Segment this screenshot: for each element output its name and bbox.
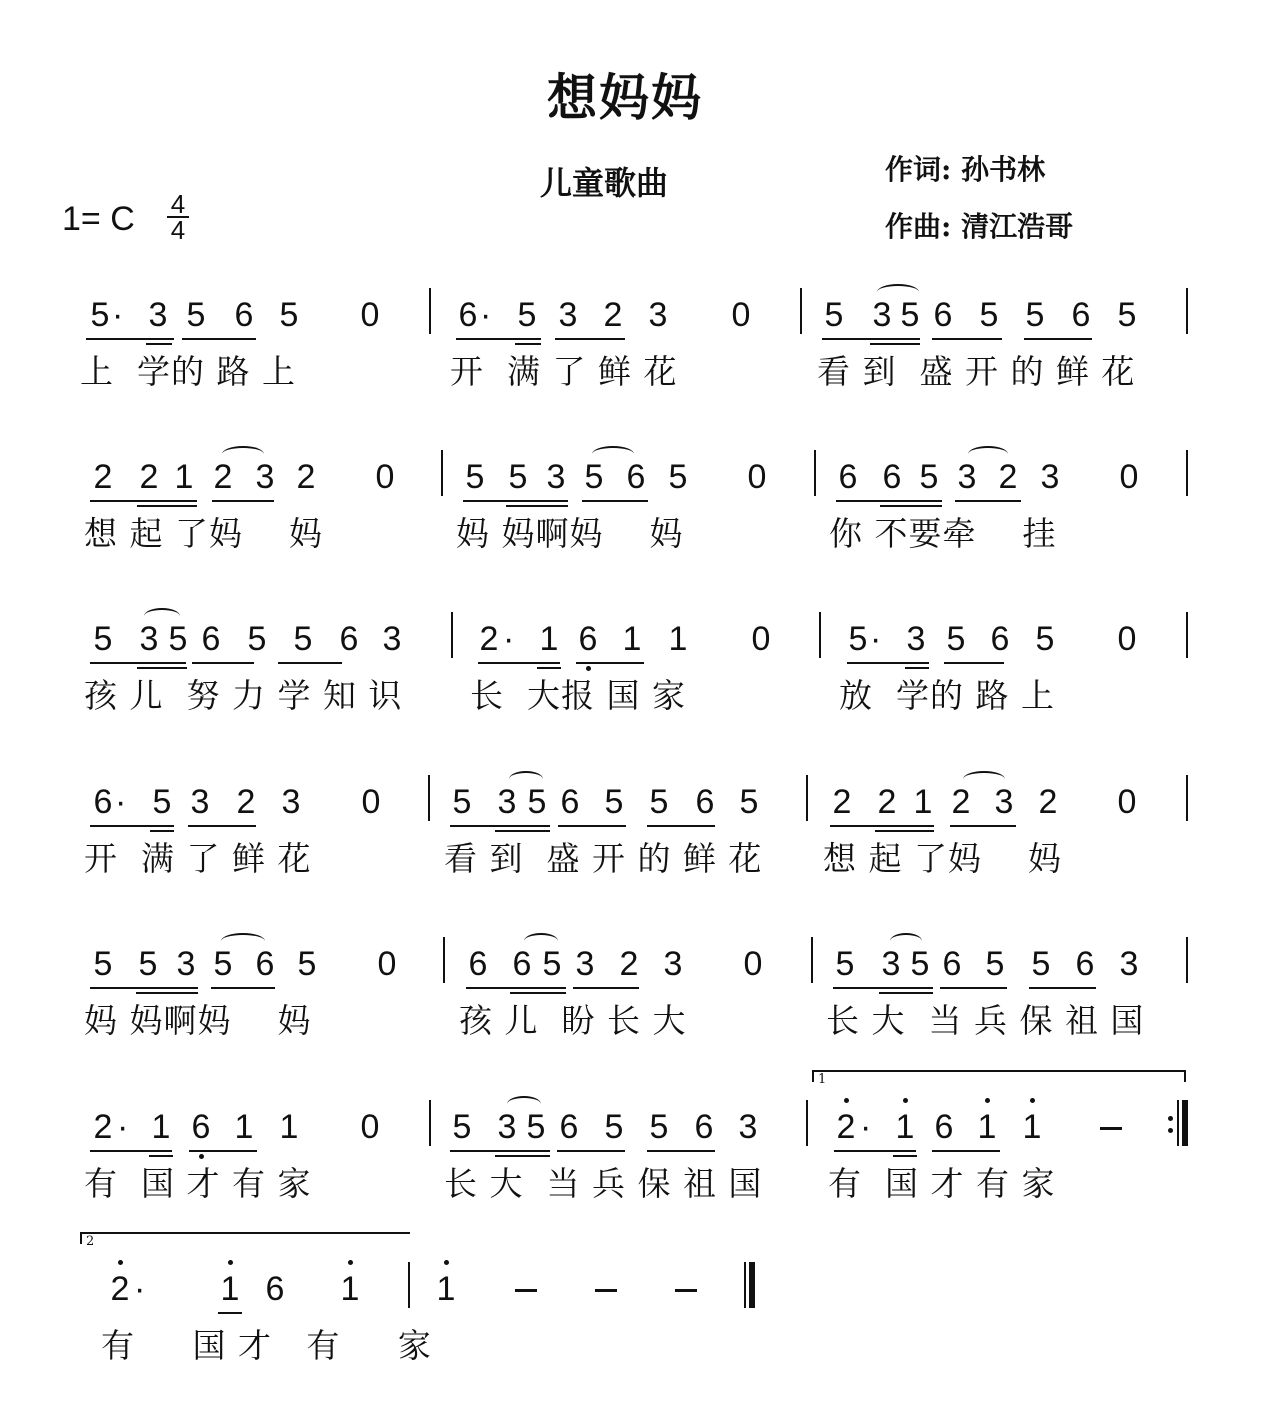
note: 5 [279, 296, 299, 334]
note: 5 [604, 1108, 624, 1146]
bar-line [1186, 450, 1188, 496]
augmentation-dot: · [112, 296, 124, 334]
note: 5 [649, 783, 669, 821]
note: 5 [584, 458, 604, 496]
beam-underline [137, 667, 187, 669]
beam-underline [182, 338, 256, 340]
note: 0 [361, 783, 381, 821]
note: 3 [281, 783, 301, 821]
beam-underline [905, 667, 929, 669]
note: 6 [468, 945, 488, 983]
beam-underline [880, 505, 942, 507]
note: 2 [296, 458, 316, 496]
score-system [0, 947, 1272, 1087]
note: 2 [951, 783, 971, 821]
note: 5 [739, 783, 759, 821]
beam-underline [466, 987, 566, 989]
beam-underline [576, 662, 644, 664]
note: 3 [881, 945, 901, 983]
bar-line [819, 612, 821, 658]
augmentation-dot: · [480, 296, 492, 334]
note: 0 [1117, 783, 1137, 821]
note: 5 [604, 783, 624, 821]
repeat-dot [1168, 1128, 1173, 1133]
octave-high-dot [444, 1260, 449, 1265]
note: 5 [835, 945, 855, 983]
note: 5 [90, 296, 110, 334]
note: 0 [731, 296, 751, 334]
note: 2 [213, 458, 233, 496]
lyric-line: 你 不要牵 挂 [829, 514, 1057, 553]
beam-underline [573, 987, 639, 989]
lyric-line: 上 学的 路 上 [80, 352, 296, 391]
note: 6 [189, 1110, 213, 1144]
octave-high-dot [903, 1098, 908, 1103]
beam-underline [150, 830, 174, 832]
beam-underline [218, 1312, 242, 1314]
note: 5 [900, 296, 920, 334]
note: 5 [452, 1108, 472, 1146]
beam-underline [495, 1155, 550, 1157]
score-system [0, 785, 1272, 925]
bar-line [1186, 288, 1188, 334]
note: 2 [93, 1108, 113, 1146]
note: 5 [668, 458, 688, 496]
octave-high-dot [1030, 1098, 1035, 1103]
slur-arc [507, 1096, 541, 1112]
sustain-dash [595, 1289, 617, 1292]
note: 5 [946, 620, 966, 658]
lyric-line: 妈 妈啊妈 妈 [456, 514, 684, 553]
score-system [0, 298, 1272, 438]
note: 3 [558, 296, 578, 334]
note: 2 [479, 620, 499, 658]
sustain-dash [515, 1289, 537, 1292]
lyric-line: 看 到 盛 开 的 鲜 花 [444, 839, 763, 878]
beam-underline [1029, 987, 1096, 989]
beam-underline [90, 825, 174, 827]
note: 5 [138, 945, 158, 983]
lyric-line: 有 国 才 有 家 [84, 1164, 312, 1203]
note: 5 [186, 296, 206, 334]
slur-arc [509, 771, 543, 787]
beam-underline [1024, 338, 1092, 340]
sustain-dash [1100, 1127, 1122, 1130]
note: 1 [668, 620, 688, 658]
beam-underline [955, 500, 1021, 502]
note: 6 [512, 945, 532, 983]
note: 1 [622, 620, 642, 658]
note: 2 [236, 783, 256, 821]
note: 3 [382, 620, 402, 658]
note: 1 [913, 783, 933, 821]
note: 3 [190, 783, 210, 821]
bar-line [806, 1100, 808, 1146]
beam-underline [647, 825, 715, 827]
octave-low-dot [586, 666, 591, 671]
beam-underline [278, 662, 342, 664]
song-genre: 儿童歌曲 [540, 164, 669, 202]
note: 5 [649, 1108, 669, 1146]
slur-arc [524, 933, 558, 949]
note: 5 [919, 458, 939, 496]
note: 2 [603, 296, 623, 334]
note: 5 [297, 945, 317, 983]
note: 3 [176, 945, 196, 983]
note: 1 [151, 1108, 171, 1146]
note: 5 [508, 458, 528, 496]
beam-underline [932, 1150, 1000, 1152]
note: 5 [526, 1108, 546, 1146]
note: 1 [234, 1108, 254, 1146]
note: 3 [648, 296, 668, 334]
beam-underline [647, 1150, 715, 1152]
beam-underline [833, 987, 933, 989]
score-system [0, 1234, 1272, 1412]
volta-bracket-2 [80, 1232, 410, 1244]
note: 0 [747, 458, 767, 496]
slur-arc [890, 933, 922, 949]
note: 5 [293, 620, 313, 658]
score-system [0, 1072, 1272, 1250]
note: 0 [1119, 458, 1139, 496]
note: 6 [942, 945, 962, 983]
beam-underline [90, 987, 198, 989]
beam-underline [506, 505, 568, 507]
beam-underline [136, 992, 198, 994]
note: 5 [527, 783, 547, 821]
time-signature-bottom: 4 [170, 215, 186, 245]
lyric-line: 放 学的 路 上 [839, 676, 1055, 715]
note: 6 [934, 1108, 954, 1146]
note: 0 [360, 1108, 380, 1146]
note: 0 [751, 620, 771, 658]
note: 1 [893, 1110, 917, 1144]
note: 5 [247, 620, 267, 658]
key-signature: 1= C [62, 200, 135, 238]
note: 5 [517, 296, 537, 334]
composer-credit: 作曲: 清江浩哥 [885, 210, 1074, 243]
note: 5 [213, 945, 233, 983]
note: 5 [824, 296, 844, 334]
note: 3 [957, 458, 977, 496]
slur-arc [221, 933, 265, 949]
note: 5 [1117, 296, 1137, 334]
augmentation-dot: · [117, 1108, 129, 1146]
octave-high-dot [844, 1098, 849, 1103]
note: 1 [279, 1108, 299, 1146]
augmentation-dot: · [115, 783, 127, 821]
final-thin-bar [744, 1262, 746, 1308]
note: 6 [933, 296, 953, 334]
note: 6 [255, 945, 275, 983]
note: 5 [1031, 945, 1051, 983]
beam-underline [90, 500, 197, 502]
beam-underline [450, 825, 550, 827]
beam-underline [450, 1150, 550, 1152]
note: 5 [93, 945, 113, 983]
bar-line [1186, 775, 1188, 821]
slur-arc [222, 446, 264, 462]
beam-underline [932, 338, 1002, 340]
note: 3 [139, 620, 159, 658]
note: 6 [882, 458, 902, 496]
note: 6 [576, 622, 600, 656]
note: 6 [626, 458, 646, 496]
beam-underline [146, 343, 172, 345]
augmentation-dot: · [503, 620, 515, 658]
note: 3 [906, 620, 926, 658]
slur-arc [968, 446, 1008, 462]
time-signature-top: 4 [170, 189, 186, 219]
beam-underline [515, 343, 541, 345]
note: 0 [743, 945, 763, 983]
note: 1 [539, 620, 559, 658]
beam-underline [870, 343, 920, 345]
note: 3 [872, 296, 892, 334]
note: 0 [375, 458, 395, 496]
volta-bracket-1 [812, 1070, 1186, 1082]
beam-underline [463, 500, 568, 502]
note: 3 [546, 458, 566, 496]
note: 1 [218, 1272, 242, 1306]
note: 2 [619, 945, 639, 983]
octave-high-dot [228, 1260, 233, 1265]
note: 6 [458, 296, 478, 334]
note: 3 [1040, 458, 1060, 496]
note: 6 [560, 783, 580, 821]
note: 0 [377, 945, 397, 983]
beam-underline [137, 505, 197, 507]
note: 3 [738, 1108, 758, 1146]
volta-number: 2 [86, 1234, 95, 1249]
lyric-line: 孩 儿 努 力 学 知 识 [84, 676, 403, 715]
note: 6 [93, 783, 113, 821]
note: 1 [975, 1110, 999, 1144]
note: 5 [1035, 620, 1055, 658]
note: 3 [663, 945, 683, 983]
bar-line [408, 1262, 410, 1308]
note: 5 [985, 945, 1005, 983]
note: 5 [93, 620, 113, 658]
beam-underline [834, 1150, 916, 1152]
beam-underline [211, 987, 275, 989]
note: 3 [994, 783, 1014, 821]
beam-underline [188, 825, 256, 827]
slur-arc [877, 284, 919, 300]
augmentation-dot: · [870, 620, 882, 658]
note: 5 [979, 296, 999, 334]
lyric-line: 孩 儿 盼 长 大 [459, 1001, 687, 1040]
slur-arc [963, 771, 1005, 787]
bar-line [811, 937, 813, 983]
lyric-line: 妈 妈啊妈 妈 [84, 1001, 312, 1040]
note: 6 [990, 620, 1010, 658]
time-signature [165, 189, 191, 245]
page-title: 想妈妈 [547, 69, 703, 127]
beam-underline [510, 992, 566, 994]
octave-high-dot [118, 1260, 123, 1265]
bar-line [429, 1100, 431, 1146]
note: 1 [434, 1272, 458, 1306]
score-system [0, 622, 1272, 762]
final-thick-bar [749, 1262, 755, 1308]
beam-underline [478, 662, 560, 664]
beam-underline [495, 830, 550, 832]
note: 5 [152, 783, 172, 821]
note: 6 [695, 783, 715, 821]
note: 6 [234, 296, 254, 334]
beam-underline [830, 825, 934, 827]
bar-line [443, 937, 445, 983]
augmentation-dot: · [134, 1270, 146, 1308]
beam-underline [893, 1155, 917, 1157]
note: 2 [139, 458, 159, 496]
note: 3 [497, 783, 517, 821]
beam-underline [192, 662, 254, 664]
note: 5 [1025, 296, 1045, 334]
bar-line [451, 612, 453, 658]
note: 6 [265, 1270, 285, 1308]
lyric-line: 想 起 了妈 妈 [84, 514, 323, 553]
beam-underline [847, 662, 929, 664]
note: 1 [338, 1272, 362, 1306]
note: 2 [877, 783, 897, 821]
lyric-line: 看 到 盛 开 的 鲜 花 [817, 352, 1136, 391]
augmentation-dot: · [860, 1108, 872, 1146]
beam-underline [149, 1155, 173, 1157]
beam-underline [86, 338, 174, 340]
lyric-line: 有 国 才 有 家 [828, 1164, 1056, 1203]
note: 3 [497, 1108, 517, 1146]
beam-underline [557, 1150, 625, 1152]
beam-underline [836, 500, 942, 502]
repeat-thin-bar [1177, 1100, 1179, 1146]
lyric-line: 开 满 了 鲜 花 [84, 839, 312, 878]
beam-underline [90, 1150, 172, 1152]
slur-arc [144, 608, 180, 624]
beam-underline [879, 992, 933, 994]
beam-underline [555, 338, 625, 340]
lyric-line: 有 国 才 有 家 [101, 1326, 432, 1365]
sustain-dash [675, 1289, 697, 1292]
lyric-line: 开 满 了 鲜 花 [450, 352, 678, 391]
octave-high-dot [348, 1260, 353, 1265]
beam-underline [940, 987, 1007, 989]
note: 6 [694, 1108, 714, 1146]
beam-underline [189, 1150, 257, 1152]
note: 3 [575, 945, 595, 983]
score-system [0, 460, 1272, 600]
beam-underline [875, 830, 934, 832]
note: 5 [848, 620, 868, 658]
lyric-line: 长 大 当 兵 保 祖 国 [826, 1001, 1145, 1040]
repeat-thick-bar [1182, 1100, 1188, 1146]
note: 1 [1020, 1110, 1044, 1144]
beam-underline [558, 825, 626, 827]
beam-underline [456, 338, 541, 340]
note: 6 [339, 620, 359, 658]
note: 6 [1075, 945, 1095, 983]
note: 0 [360, 296, 380, 334]
note: 3 [1119, 945, 1139, 983]
beam-underline [90, 662, 186, 664]
lyric-line: 长 大报 国 家 [470, 676, 686, 715]
note: 5 [465, 458, 485, 496]
note: 3 [148, 296, 168, 334]
repeat-dot [1168, 1116, 1173, 1121]
note: 0 [1117, 620, 1137, 658]
slur-arc [592, 446, 634, 462]
note: 5 [452, 783, 472, 821]
beam-underline [822, 338, 920, 340]
beam-underline [582, 500, 648, 502]
bar-line [428, 775, 430, 821]
lyricist-credit: 作词: 孙书林 [885, 153, 1046, 186]
bar-line [1186, 612, 1188, 658]
note: 5 [542, 945, 562, 983]
volta-number: 1 [818, 1072, 827, 1087]
note: 6 [1071, 296, 1091, 334]
note: 6 [559, 1108, 579, 1146]
bar-line [800, 288, 802, 334]
beam-underline [212, 500, 274, 502]
note: 2 [998, 458, 1018, 496]
note: 2 [108, 1272, 132, 1306]
lyric-line: 想 起 了妈 妈 [823, 839, 1062, 878]
bar-line [1186, 937, 1188, 983]
note: 5 [910, 945, 930, 983]
lyric-line: 长 大 当 兵 保 祖 国 [444, 1164, 763, 1203]
bar-line [806, 775, 808, 821]
note: 2 [93, 458, 113, 496]
beam-underline [537, 667, 561, 669]
note: 6 [838, 458, 858, 496]
note: 2 [834, 1110, 858, 1144]
octave-low-dot [199, 1154, 204, 1159]
bar-line [814, 450, 816, 496]
note: 6 [201, 620, 221, 658]
beam-underline [950, 825, 1016, 827]
note: 2 [1038, 783, 1058, 821]
bar-line [441, 450, 443, 496]
bar-line [429, 288, 431, 334]
note: 5 [168, 620, 188, 658]
beam-underline [944, 662, 1004, 664]
note: 1 [174, 458, 194, 496]
octave-high-dot [985, 1098, 990, 1103]
note: 2 [832, 783, 852, 821]
note: 3 [255, 458, 275, 496]
